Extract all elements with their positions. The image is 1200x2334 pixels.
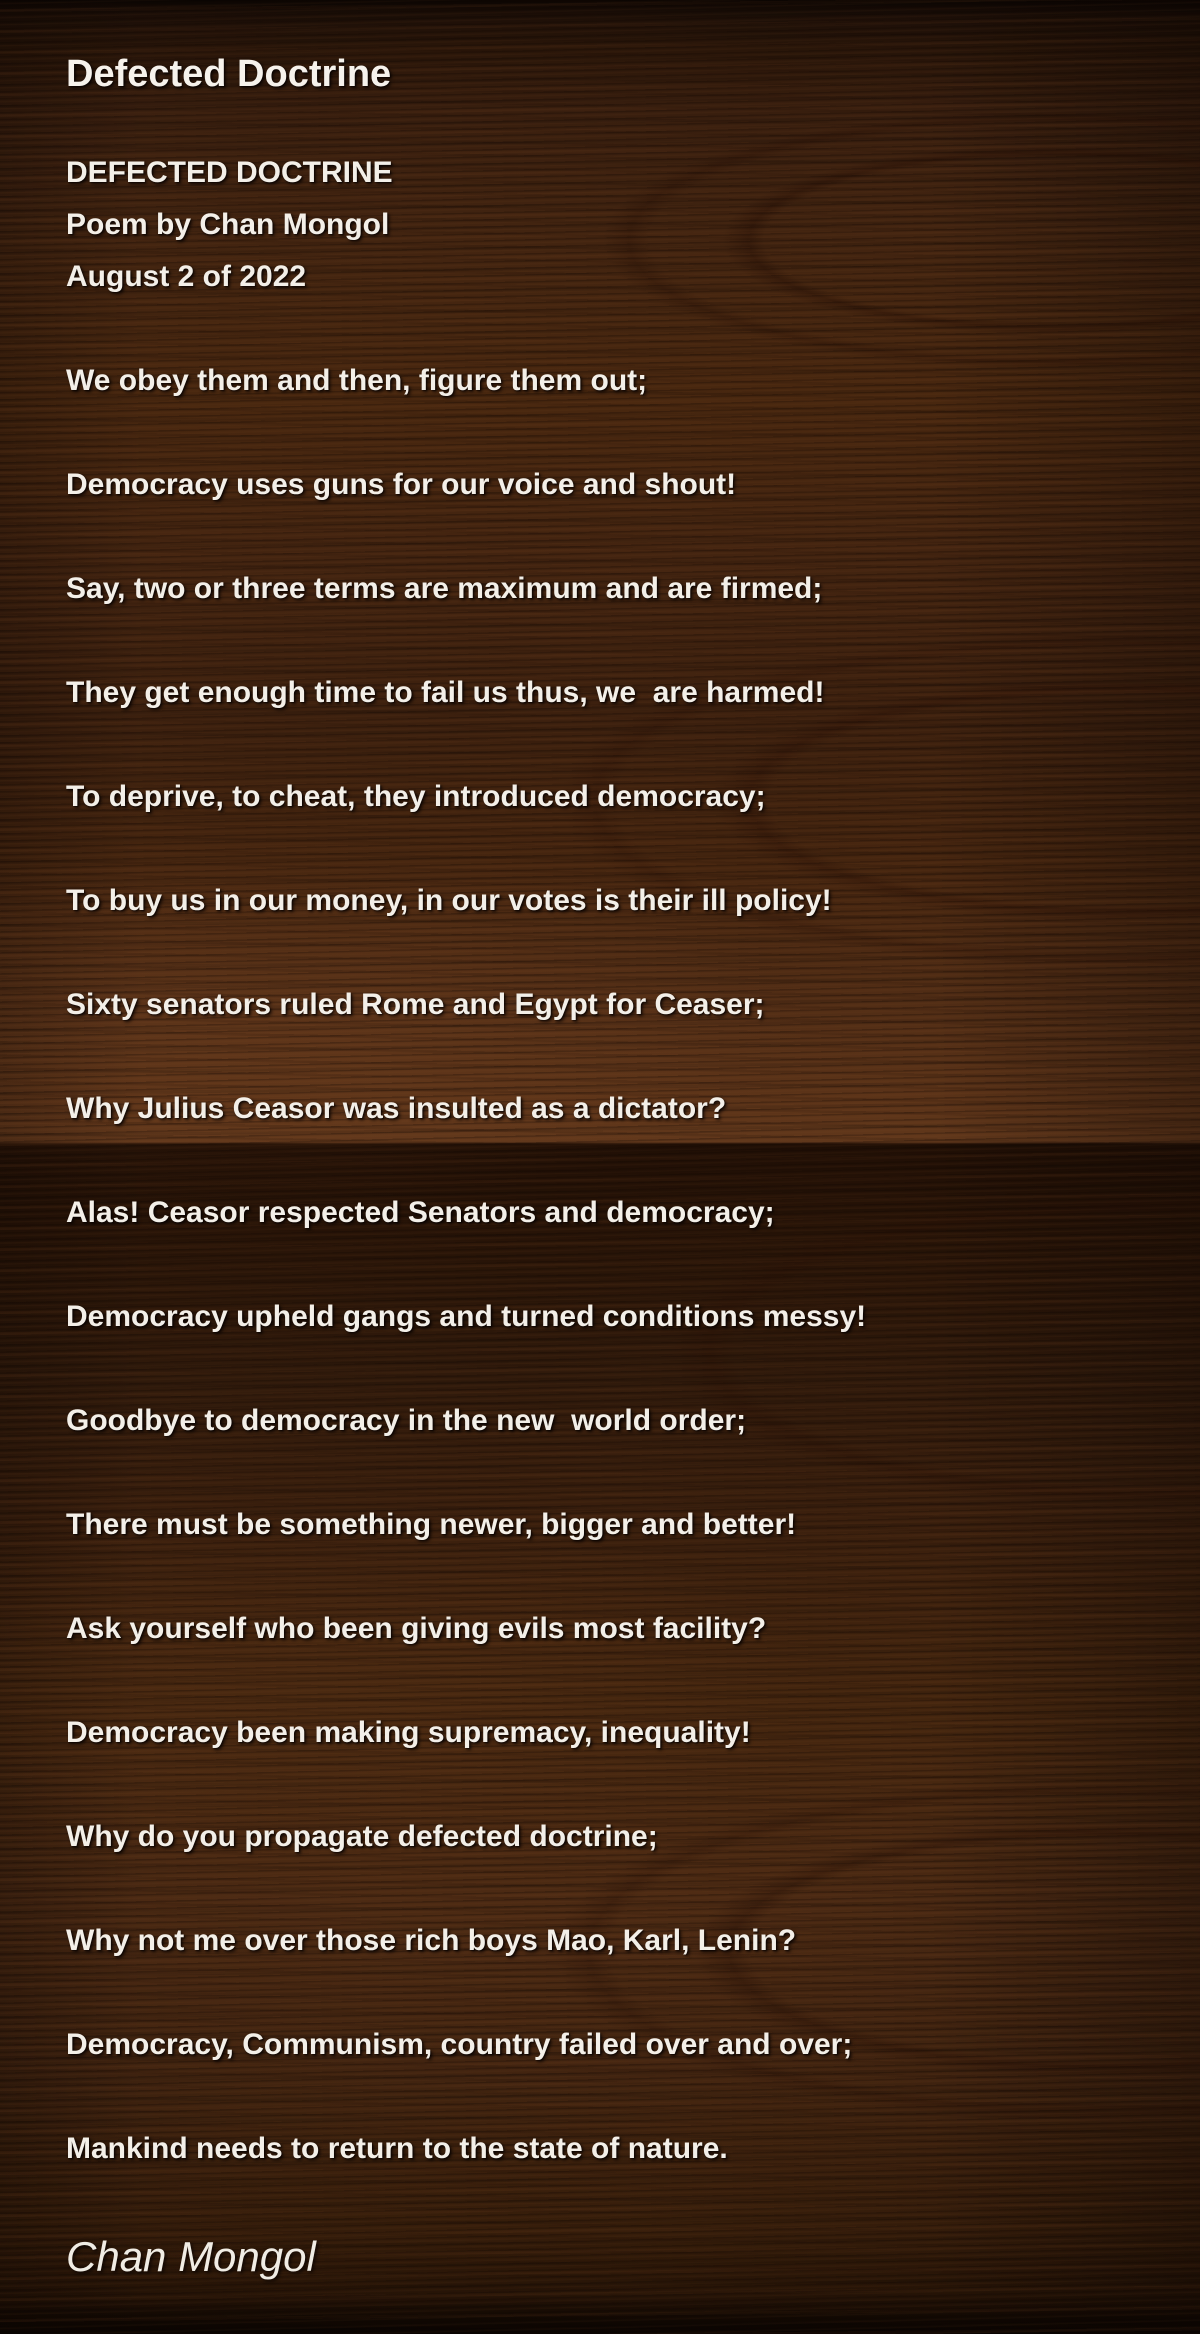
poem-line: Democracy upheld gangs and turned conditions messy! [66,1300,867,1333]
poem-meta [66,147,1160,303]
poem-title: Defected Doctrine [66,53,392,95]
poem-line: Sixty senators ruled Rome and Egypt for Ceaser; [66,988,765,1021]
poem-date: August 2 of 2022 [66,260,307,293]
poem-line: Goodbye to democracy in the new world order; [66,1404,747,1437]
poem-line: Say, two or three terms are maximum and are firmed; [66,572,823,605]
poem-line: To deprive, to cheat, they introduced democracy; [66,780,766,813]
poem-line: Mankind needs to return to the state of nature. [66,2132,728,2165]
poem-line: Democracy been making supremacy, inequality! [66,1716,751,1749]
poem-line: Why do you propagate defected doctrine; [66,1820,658,1853]
poet-signature: Chan Mongol [66,2233,316,2280]
poem-line: Democracy, Communism, country failed over and over; [66,2028,853,2061]
poem-line: Democracy uses guns for our voice and shout! [66,468,737,501]
poem-author: Poem by Chan Mongol [66,208,390,241]
poem-heading: DEFECTED DOCTRINE [66,156,393,189]
poem-line: Why not me over those rich boys Mao, Karl, Lenin? [66,1924,797,1957]
poem-line: We obey them and then, figure them out; [66,364,648,397]
poem-line: Why Julius Ceasor was insulted as a dictator? [66,1092,727,1125]
poem-body [66,355,1160,2175]
poem-line: Alas! Ceasor respected Senators and democracy; [66,1196,775,1229]
poem-line: There must be something newer, bigger and better! [66,1508,797,1541]
poem-line: They get enough time to fail us thus, we are harmed! [66,676,825,709]
poem-line: Ask yourself who been giving evils most facility? [66,1612,767,1645]
poem-line: To buy us in our money, in our votes is their ill policy! [66,884,832,917]
